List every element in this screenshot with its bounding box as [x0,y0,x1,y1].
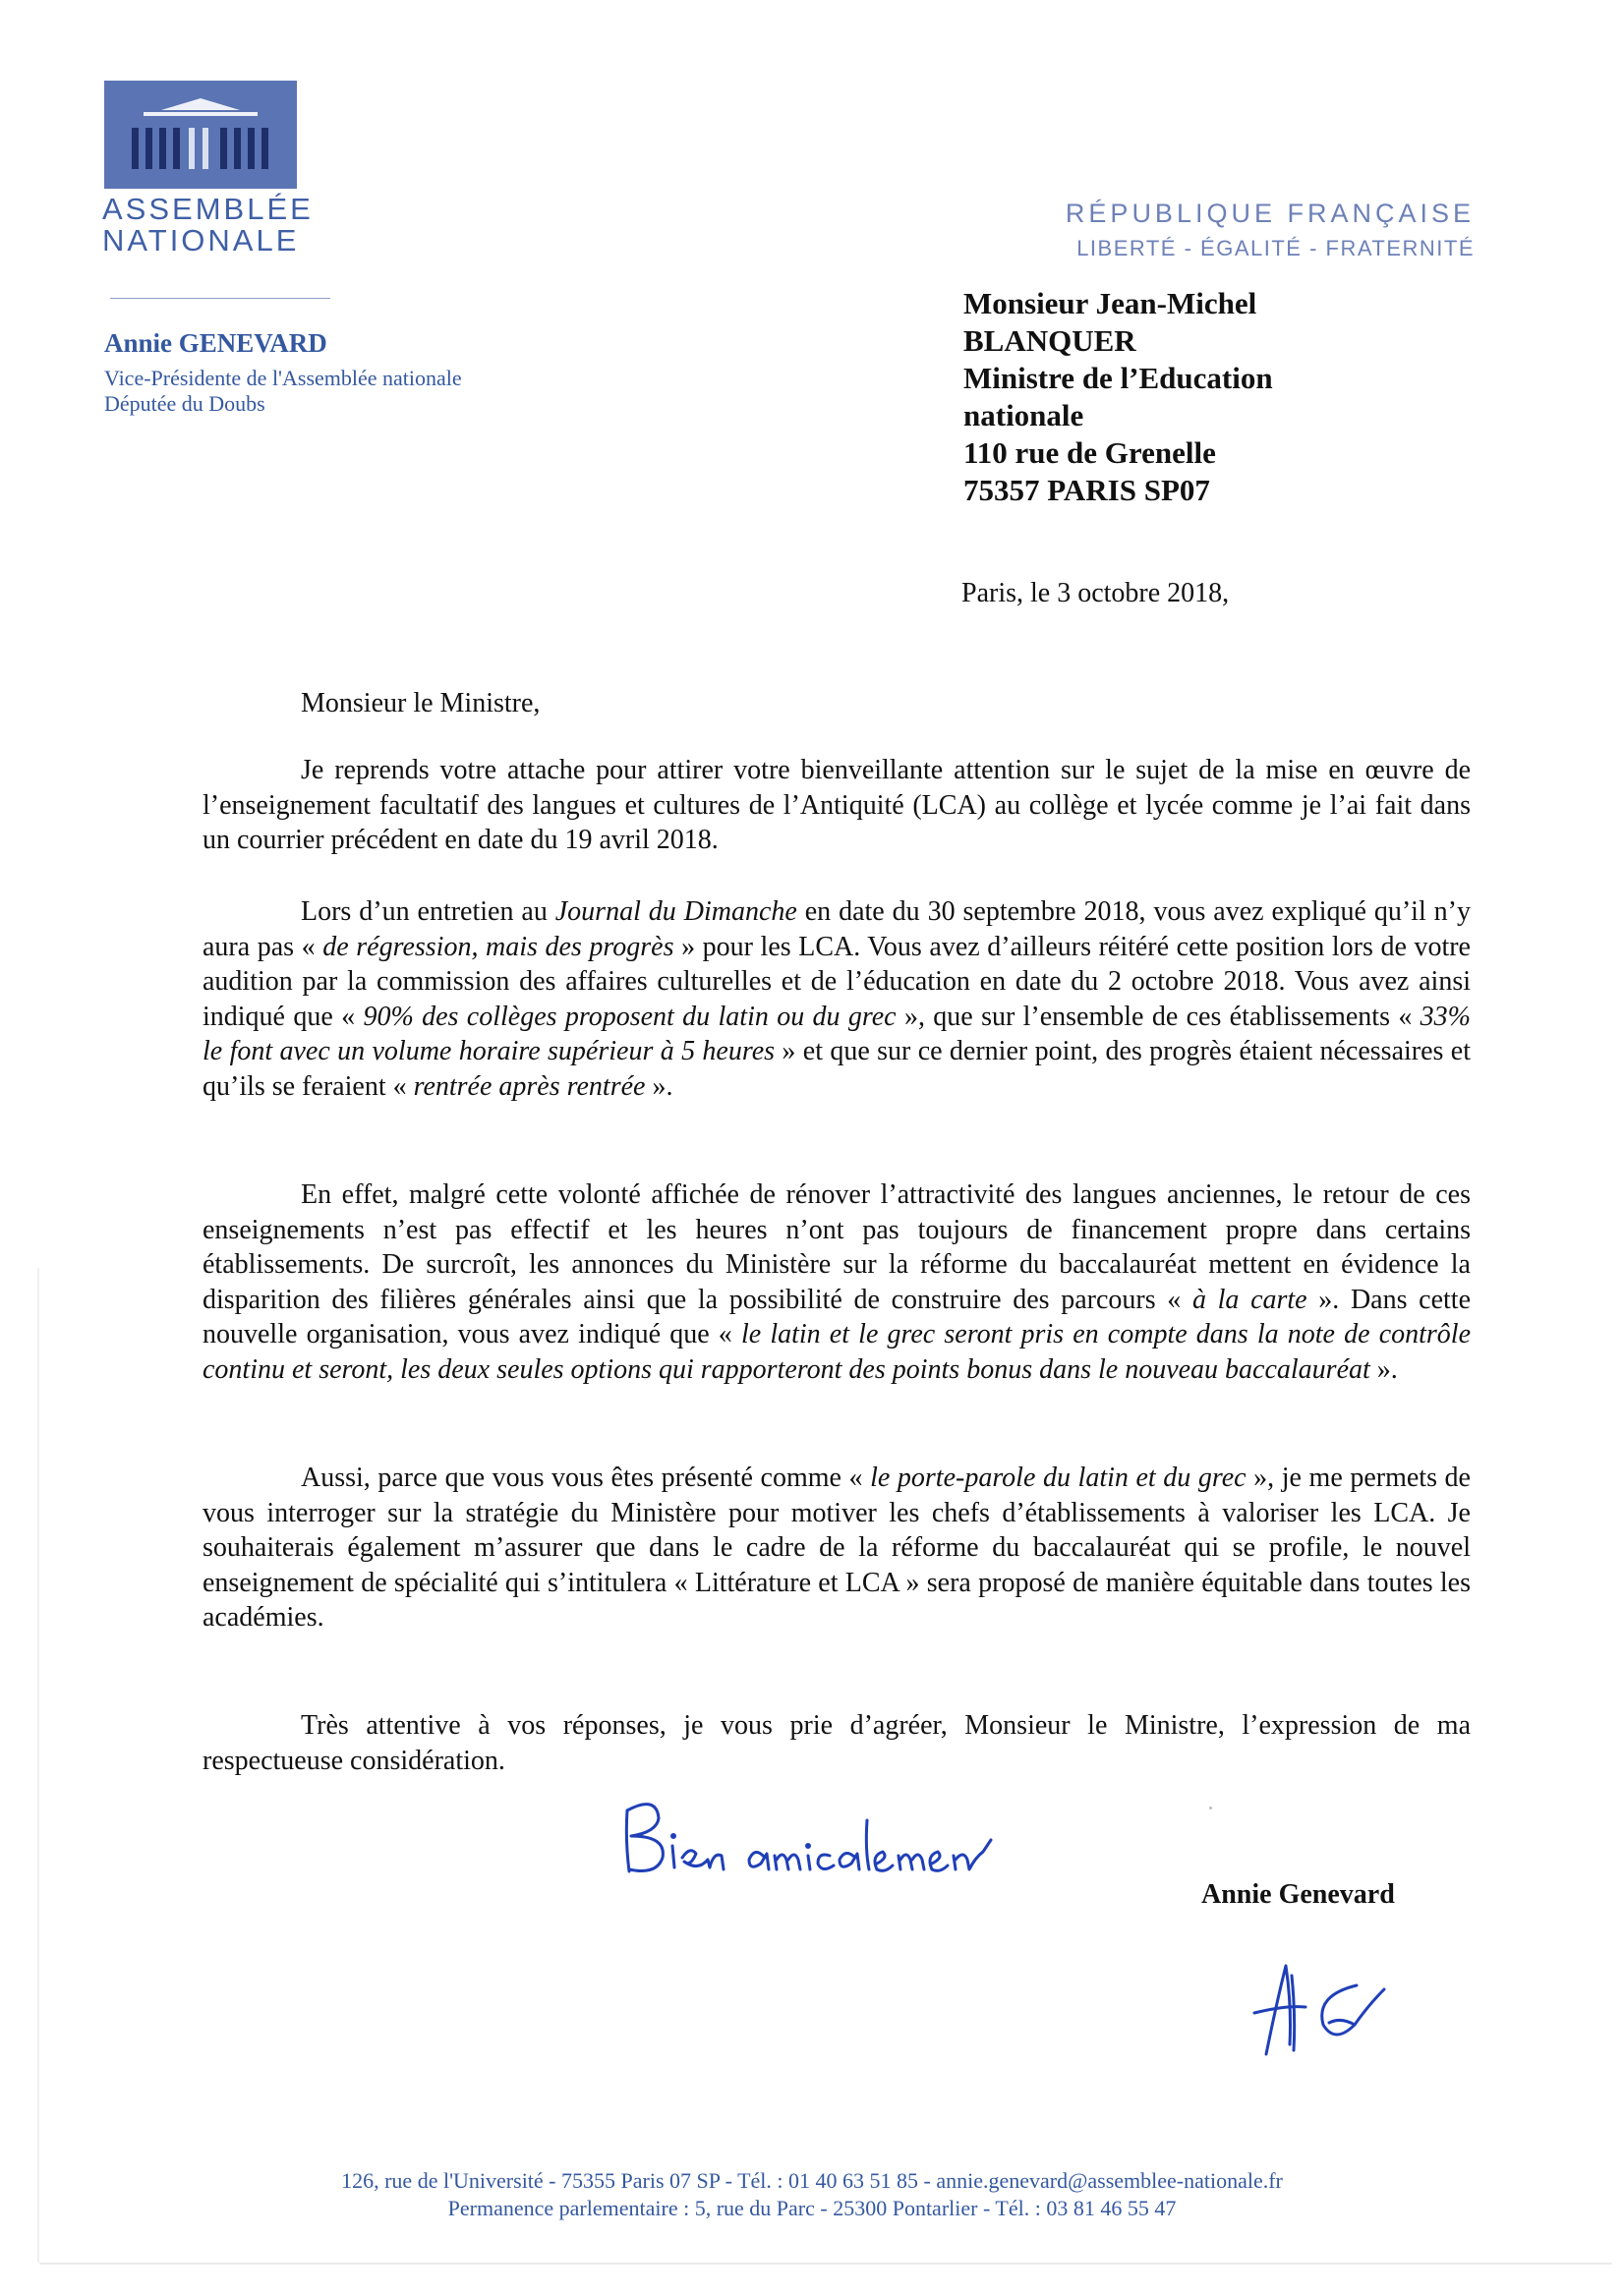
body-paragraph-3 [203,1177,1471,1387]
recipient-address [963,285,1273,509]
republic-motto: LIBERTÉ - ÉGALITÉ - FRATERNITÉ [1076,236,1475,260]
sender-title-vice-president: Vice-Présidente de l'Assemblée nationale [104,366,462,390]
republique-francaise-heading: RÉPUBLIQUE FRANÇAISE [1065,199,1475,228]
signature-initials [1247,1946,1394,2064]
letter-date: Paris, le 3 octobre 2018, [961,578,1230,608]
recipient-line: 110 rue de Grenelle [963,435,1216,470]
body-paragraph-1 [203,753,1471,858]
scan-edge [37,1268,39,2263]
footer-permanence: Permanence parlementaire : 5, rue du Parc - 25300 Pontarlier - Tél. : 03 81 46 55 47 [447,2196,1177,2220]
assemblee-nationale-logo-icon [104,81,297,189]
recipient-line: nationale [963,398,1084,432]
logo-text-assemblee: ASSEMBLÉE [102,192,314,226]
sender-name: Annie GENEVARD [104,328,327,358]
paragraph-text: Je reprends votre attache pour attirer votre bienveillante attention sur le sujet de la mise en œuvre de l’enseignement facultatif des langues et cultures de l’Antiquité (LCA) au collège et lycée comme je l’ai fait dans un courrier précédent en date du 19 avril 2018. [203,755,1471,855]
recipient-line: BLANQUER [963,323,1136,358]
recipient-line: 75357 PARIS SP07 [963,473,1210,507]
paragraph-text: En effet, malgré cette volonté affichée de rénover l’attractivité des langues anciennes, le retour de ces enseignements n’est pas effectif et les heures n’ont pas toujours de financement propre dans certains établissements. De surcroît, les annonces du Ministère sur la réforme du baccalauréat mettent en évidence la disparition des filières générales ainsi que la possibilité de construire des parcours « à la carte ». Dans cette nouvelle organisation, vous avez indiqué que « le latin et le grec seront pris en compte dans la note de contrôle continu et seront, les deux seules options qui rapporteront des points bonus dans le nouveau baccalauréat ». [203,1179,1472,1385]
paragraph-text: Aussi, parce que vous vous êtes présenté comme « le porte-parole du latin et du grec », je me permets de vous interroger sur la stratégie du Ministère pour motiver les chefs d’établissements à valoriser les LCA. Je souhaiterais également m’assurer que dans le cadre de la réforme du baccalauréat qui se profile, le nouvel enseignement de spécialité qui s’intitulera « Littérature et LCA » sera proposé de manière équitable dans toutes les académies. [203,1463,1471,1633]
salutation: Monsieur le Ministre, [301,688,541,718]
logo-text-nationale: NATIONALE [102,223,300,258]
body-paragraph-2 [203,894,1471,1104]
signer-name: Annie Genevard [1201,1879,1395,1910]
footer-address: 126, rue de l'Université - 75355 Paris 07 SP - Tél. : 01 40 63 51 85 - annie.genevard@assemblee-nationale.fr [341,2168,1283,2193]
scan-edge [39,2263,1612,2265]
handwritten-closing [617,1781,1040,1889]
scan-dot [1209,1807,1212,1809]
recipient-line: Monsieur Jean-Michel [963,286,1257,320]
paragraph-text: Lors d’un entretien au Journal du Dimanche en date du 30 septembre 2018, vous avez expliqué qu’il n’y aura pas « de régression, mais des progrès » pour les LCA. Vous avez d’ailleurs réitéré cette position lors de votre audition par la commission des affaires culturelles et de l’éducation en date du 2 octobre 2018. Vous avez ainsi indiqué que « 90% des collèges proposent du latin ou du grec », que sur l’ensemble de ces établissements « 33% le font avec un volume horaire supérieur à 5 heures » et que sur ce dernier point, des progrès étaient nécessaires et qu’ils se feraient « rentrée après rentrée ». [203,896,1471,1102]
sender-title-deputy: Députée du Doubs [104,391,265,416]
paragraph-text: Très attentive à vos réponses, je vous prie d’agréer, Monsieur le Ministre, l’expression de ma respectueuse considération. [203,1710,1471,1776]
body-paragraph-4 [203,1461,1471,1636]
body-paragraph-5 [203,1708,1471,1778]
sender-divider [110,298,330,299]
recipient-line: Ministre de l’Education [963,361,1273,395]
